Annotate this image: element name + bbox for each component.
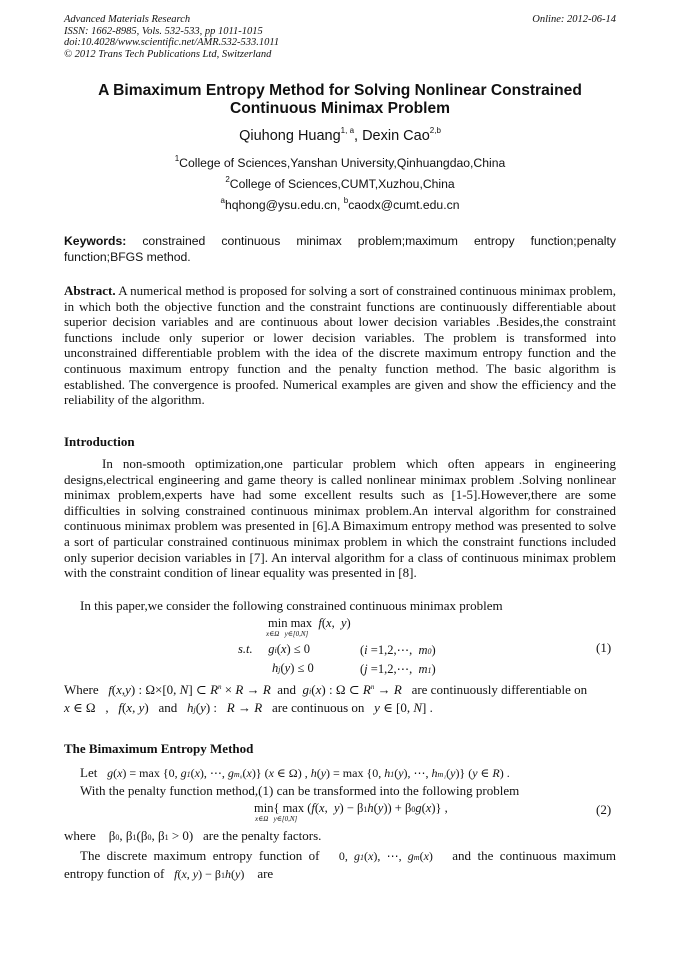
keywords (64, 234, 616, 265)
where-line-3: where β0, β1(β0, β1 > 0) are the penalty factors. (64, 828, 322, 843)
doi: doi:10.4028/www.scientific.net/AMR.532-533.1011 (64, 37, 280, 48)
email-b: caodx@cumt.edu.cn (348, 198, 460, 212)
where-line-1: Where f(x,y) : Ω×[0, N] ⊂ $R^n \times R \to R$ and gi(x) : Ω ⊂ $R^n \to R$ are continuously differentiable on (64, 682, 588, 697)
author-1: Qiuhong Huang (239, 128, 341, 144)
copyright: © 2012 Trans Tech Publications Ltd, Switzerland (64, 48, 272, 60)
let-line: Let g(x) = max {0, g1(x), ⋯, gm₀(x)} (x ∈ Ω) , h(y) = max {0, h1(y), ⋯, hm₁(y)} (y ∈ R) . (80, 765, 510, 780)
aff1-sup: 1 (174, 154, 180, 163)
title-line-2: Continuous Minimax Problem (229, 100, 451, 117)
keywords-label: Keywords: (64, 234, 127, 248)
p2-b: and the continuous maximum (452, 848, 617, 863)
online-date: Online: 2012-06-14 (532, 14, 616, 25)
affiliation-2 (64, 177, 616, 191)
author-sep: , (354, 128, 363, 144)
email-b-sup: b (343, 196, 349, 205)
author-2: Dexin Cao (362, 128, 430, 144)
bimax-heading: The Bimaximum Entropy Method (64, 741, 254, 756)
equation-2-number: (2) (596, 802, 612, 817)
authors (64, 128, 616, 144)
where1-a: Where (64, 682, 99, 697)
where1-b: and (277, 682, 297, 697)
bimax-paragraph-2-line-2: entropy function of f(x, y) − β1h(y) are (64, 866, 274, 881)
abstract (64, 283, 616, 408)
aff1-text: College of Sciences,Yanshan University,Qinhuangdao,China (179, 156, 506, 170)
emails (64, 198, 616, 212)
bimax-paragraph-1: With the penalty function method,(1) can be transformed into the following problem (80, 783, 520, 798)
where2-a: where (64, 828, 96, 843)
email-a: hqhong@ysu.edu.cn, (224, 198, 344, 212)
p2-c: entropy function of (64, 866, 165, 881)
abstract-label: Abstract. (64, 283, 116, 298)
intro-paragraph-1: In non-smooth optimization,one particular problem which often appears in engineering designs,electrical engineering and game theory is called nonlinear minimax problem .Solving nonlinear minimax problem,experts have had some excellent results such as [1-5].However,there are some difficulties in solving constrained continuous minimax problem.An interval algorithm for constrained continuous minimax problem was presented in [6].A Bimaximum entropy method was presented to solve a sort of particular constrained continuous minimax problem in which the constraint functions included only superior decision variables in [7]. An interval algorithm for a class of continuous minimax problem with the constraint condition of linear equality was presented in [8]. (64, 456, 616, 581)
abstract-text: A numerical method is proposed for solving a sort of constrained continuous minimax problem, in which both the objective function and the constraint functions are continuously differentiable about superior decision variables and are continuous about lower decision variables .Besides,the constraint functions include only superior or lower decision variables. The problem is transformed into unconstrained differentiable problem with the idea of the discrete maximum entropy function and the continuous maximum entropy function and the penalty function method. The basic algorithm is established. The convergence is proofed. Numerical examples are given and show the efficiency and the reliability of the algorithm. (64, 283, 616, 408)
author-1-sup: 1, a (340, 126, 355, 135)
where1-d: and (158, 700, 178, 715)
p2-a: The discrete maximum entropy function of (80, 848, 320, 863)
title-line-1: A Bimaximum Entropy Method for Solving Nonlinear Constrained (98, 82, 582, 99)
author-2-sup: 2,b (429, 126, 441, 135)
equation-1-number: (1) (596, 640, 612, 655)
where2-b: are the penalty factors. (203, 828, 322, 843)
affiliation-1 (64, 156, 616, 170)
journal-name: Advanced Materials Research (64, 14, 191, 25)
p2-d: are (257, 866, 274, 881)
issn: ISSN: 1662-8985, Vols. 532-533, pp 1011-1015 (64, 25, 263, 37)
intro-heading: Introduction (64, 434, 135, 449)
aff2-sup: 2 (225, 175, 230, 184)
keywords-text: constrained continuous minimax problem;maximum entropy function;penalty function;BFGS method. (64, 234, 616, 264)
let-word: Let (80, 765, 98, 780)
where1-e: are continuous on (271, 700, 365, 715)
journal-header (64, 14, 616, 60)
intro-paragraph-2: In this paper,we consider the following constrained continuous minimax problem (80, 598, 503, 613)
paper-title (64, 82, 616, 118)
where-line-2: x ∈ Ω , f(x, y) and hj(y) : R → R are continuous on y ∈ [0, N] . (64, 700, 433, 715)
aff2-text: College of Sciences,CUMT,Xuzhou,China (229, 177, 455, 191)
bimax-paragraph-2-line-1: The discrete maximum entropy function of 0, g1(x), ⋯, gm(x) and the continuous maximum (80, 848, 617, 863)
where1-c: are continuously differentiable on (411, 682, 588, 697)
email-a-sup: a (220, 196, 225, 205)
